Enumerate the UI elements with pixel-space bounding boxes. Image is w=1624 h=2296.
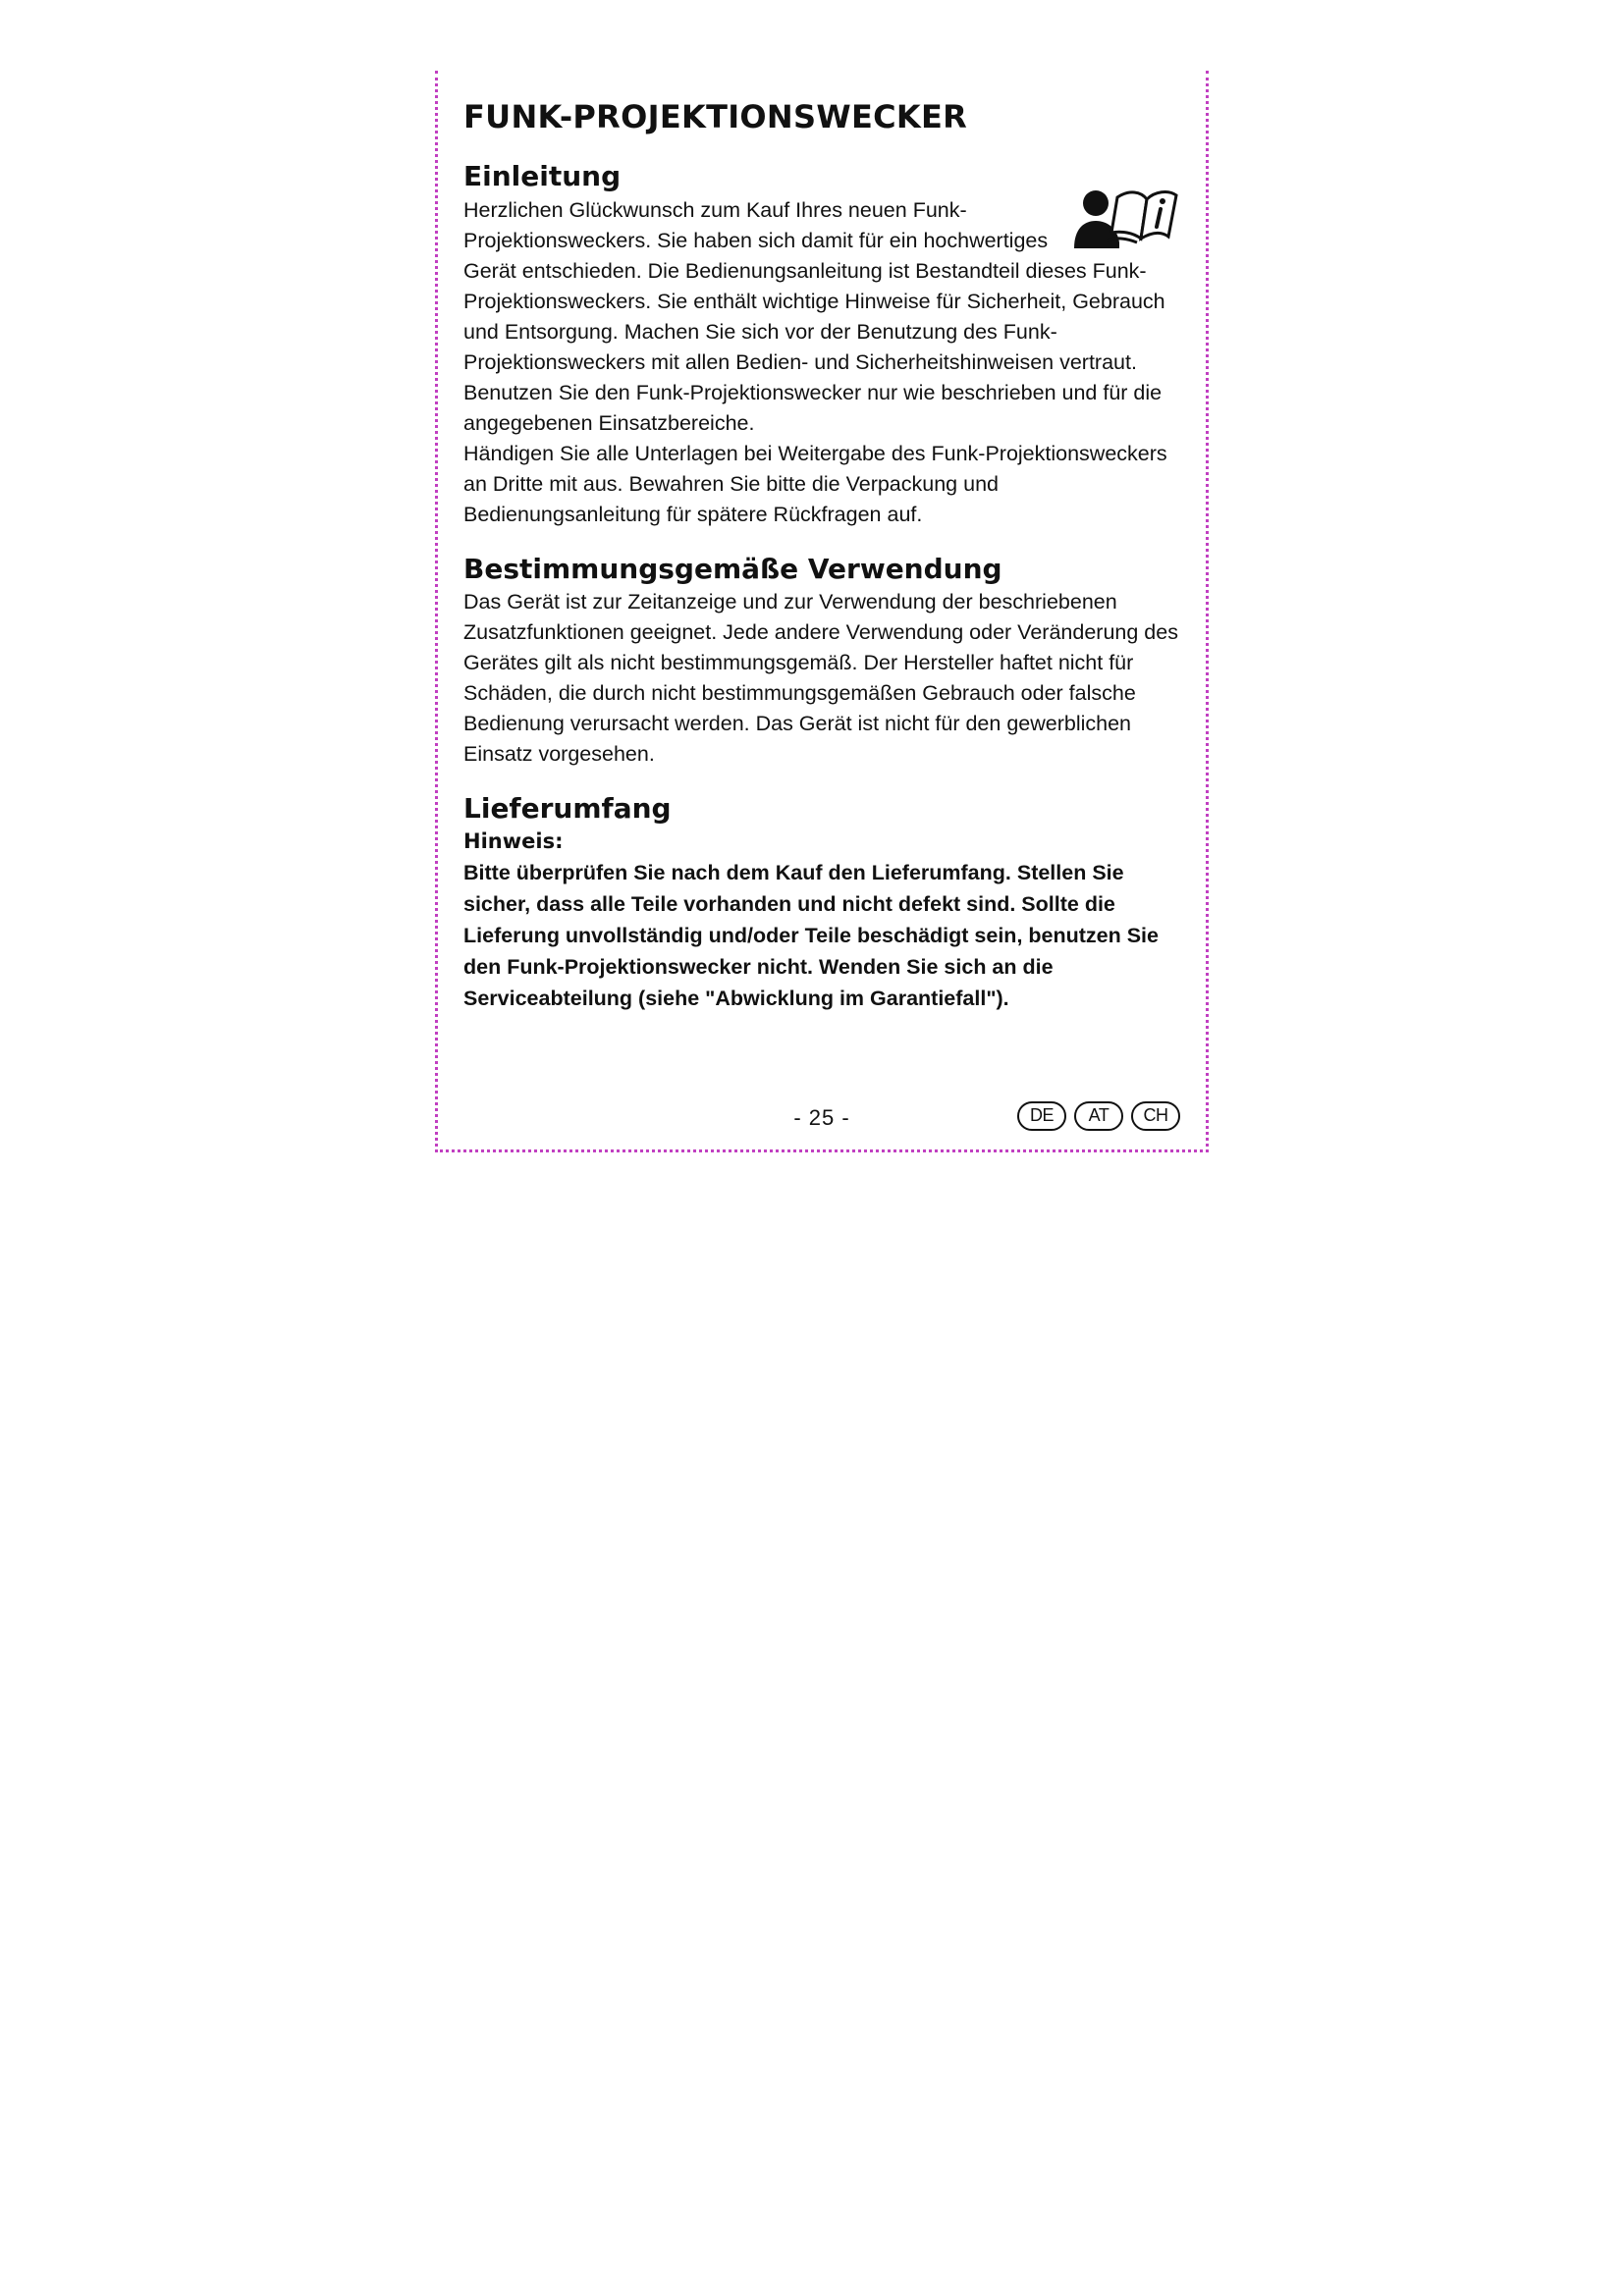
country-badge-de: DE (1017, 1101, 1066, 1131)
page-footer (463, 1101, 1180, 1137)
section-introduction (463, 161, 1180, 529)
section-heading-intended-use: Bestimmungsgemäße Verwendung (463, 552, 1002, 585)
country-badge-ch: CH (1131, 1101, 1180, 1131)
country-badge-at: AT (1074, 1101, 1123, 1131)
section-scope-of-delivery (463, 793, 1180, 1014)
note-label: Hinweis: (463, 828, 564, 853)
section-heading-introduction: Einleitung (463, 160, 622, 193)
page-content (463, 98, 1180, 1038)
page-number: - 25 - (793, 1105, 850, 1130)
reading-manual-info-icon (1072, 178, 1180, 254)
introduction-paragraph-2: Händigen Sie alle Unterlagen bei Weitergabe des Funk-Projektionsweckers an Dritte mit aus. Bewahren Sie bitte die Verpackung und Bedienungsanleitung für spätere Rückfragen auf. (463, 441, 1167, 526)
introduction-paragraph-1: Herzlichen Glückwunsch zum Kauf Ihres neuen Funk-Projektionsweckers. Sie haben sich damit für ein hochwertiges Gerät entschieden. Die Bedienungsanleitung ist Bestandteil dieses Funk-Projektionsweckers. Sie enthält wichtige Hinweise für Sicherheit, Gebrauch und Entsorgung. Machen Sie sich vor der Benutzung des Funk-Projektionsweckers mit allen Bedien- und Sicherheitshinweisen vertraut. Benutzen Sie den Funk-Projektionswecker nur wie beschrieben und für die angegebenen Einsatzbereiche. (463, 197, 1165, 435)
country-badges (1017, 1101, 1180, 1131)
section-intended-use (463, 554, 1180, 770)
section-heading-scope-of-delivery: Lieferumfang (463, 791, 672, 825)
intended-use-paragraph: Das Gerät ist zur Zeitanzeige und zur Verwendung der beschriebenen Zusatzfunktionen geeignet. Jede andere Verwendung oder Veränderung des Gerätes gilt als nicht bestimmungsgemäß. Der Hersteller haftet nicht für Schäden, die durch nicht bestimmungsgemäßen Gebrauch oder falsche Bedienung verursacht werden. Das Gerät ist nicht für den gewerblichen Einsatz vorgesehen. (463, 589, 1178, 766)
document-title: FUNK-PROJEKTIONSWECKER (463, 98, 968, 135)
note-text: Bitte überprüfen Sie nach dem Kauf den Lieferumfang. Stellen Sie sicher, dass alle Teile vorhanden und nicht defekt sind. Sollte die Lieferung unvollständig und/oder Teile beschädigt sein, benutzen Sie den Funk-Projektionswecker nicht. Wenden Sie sich an die Serviceabteilung (siehe "Abwicklung im Garantiefall"). (463, 860, 1159, 1010)
